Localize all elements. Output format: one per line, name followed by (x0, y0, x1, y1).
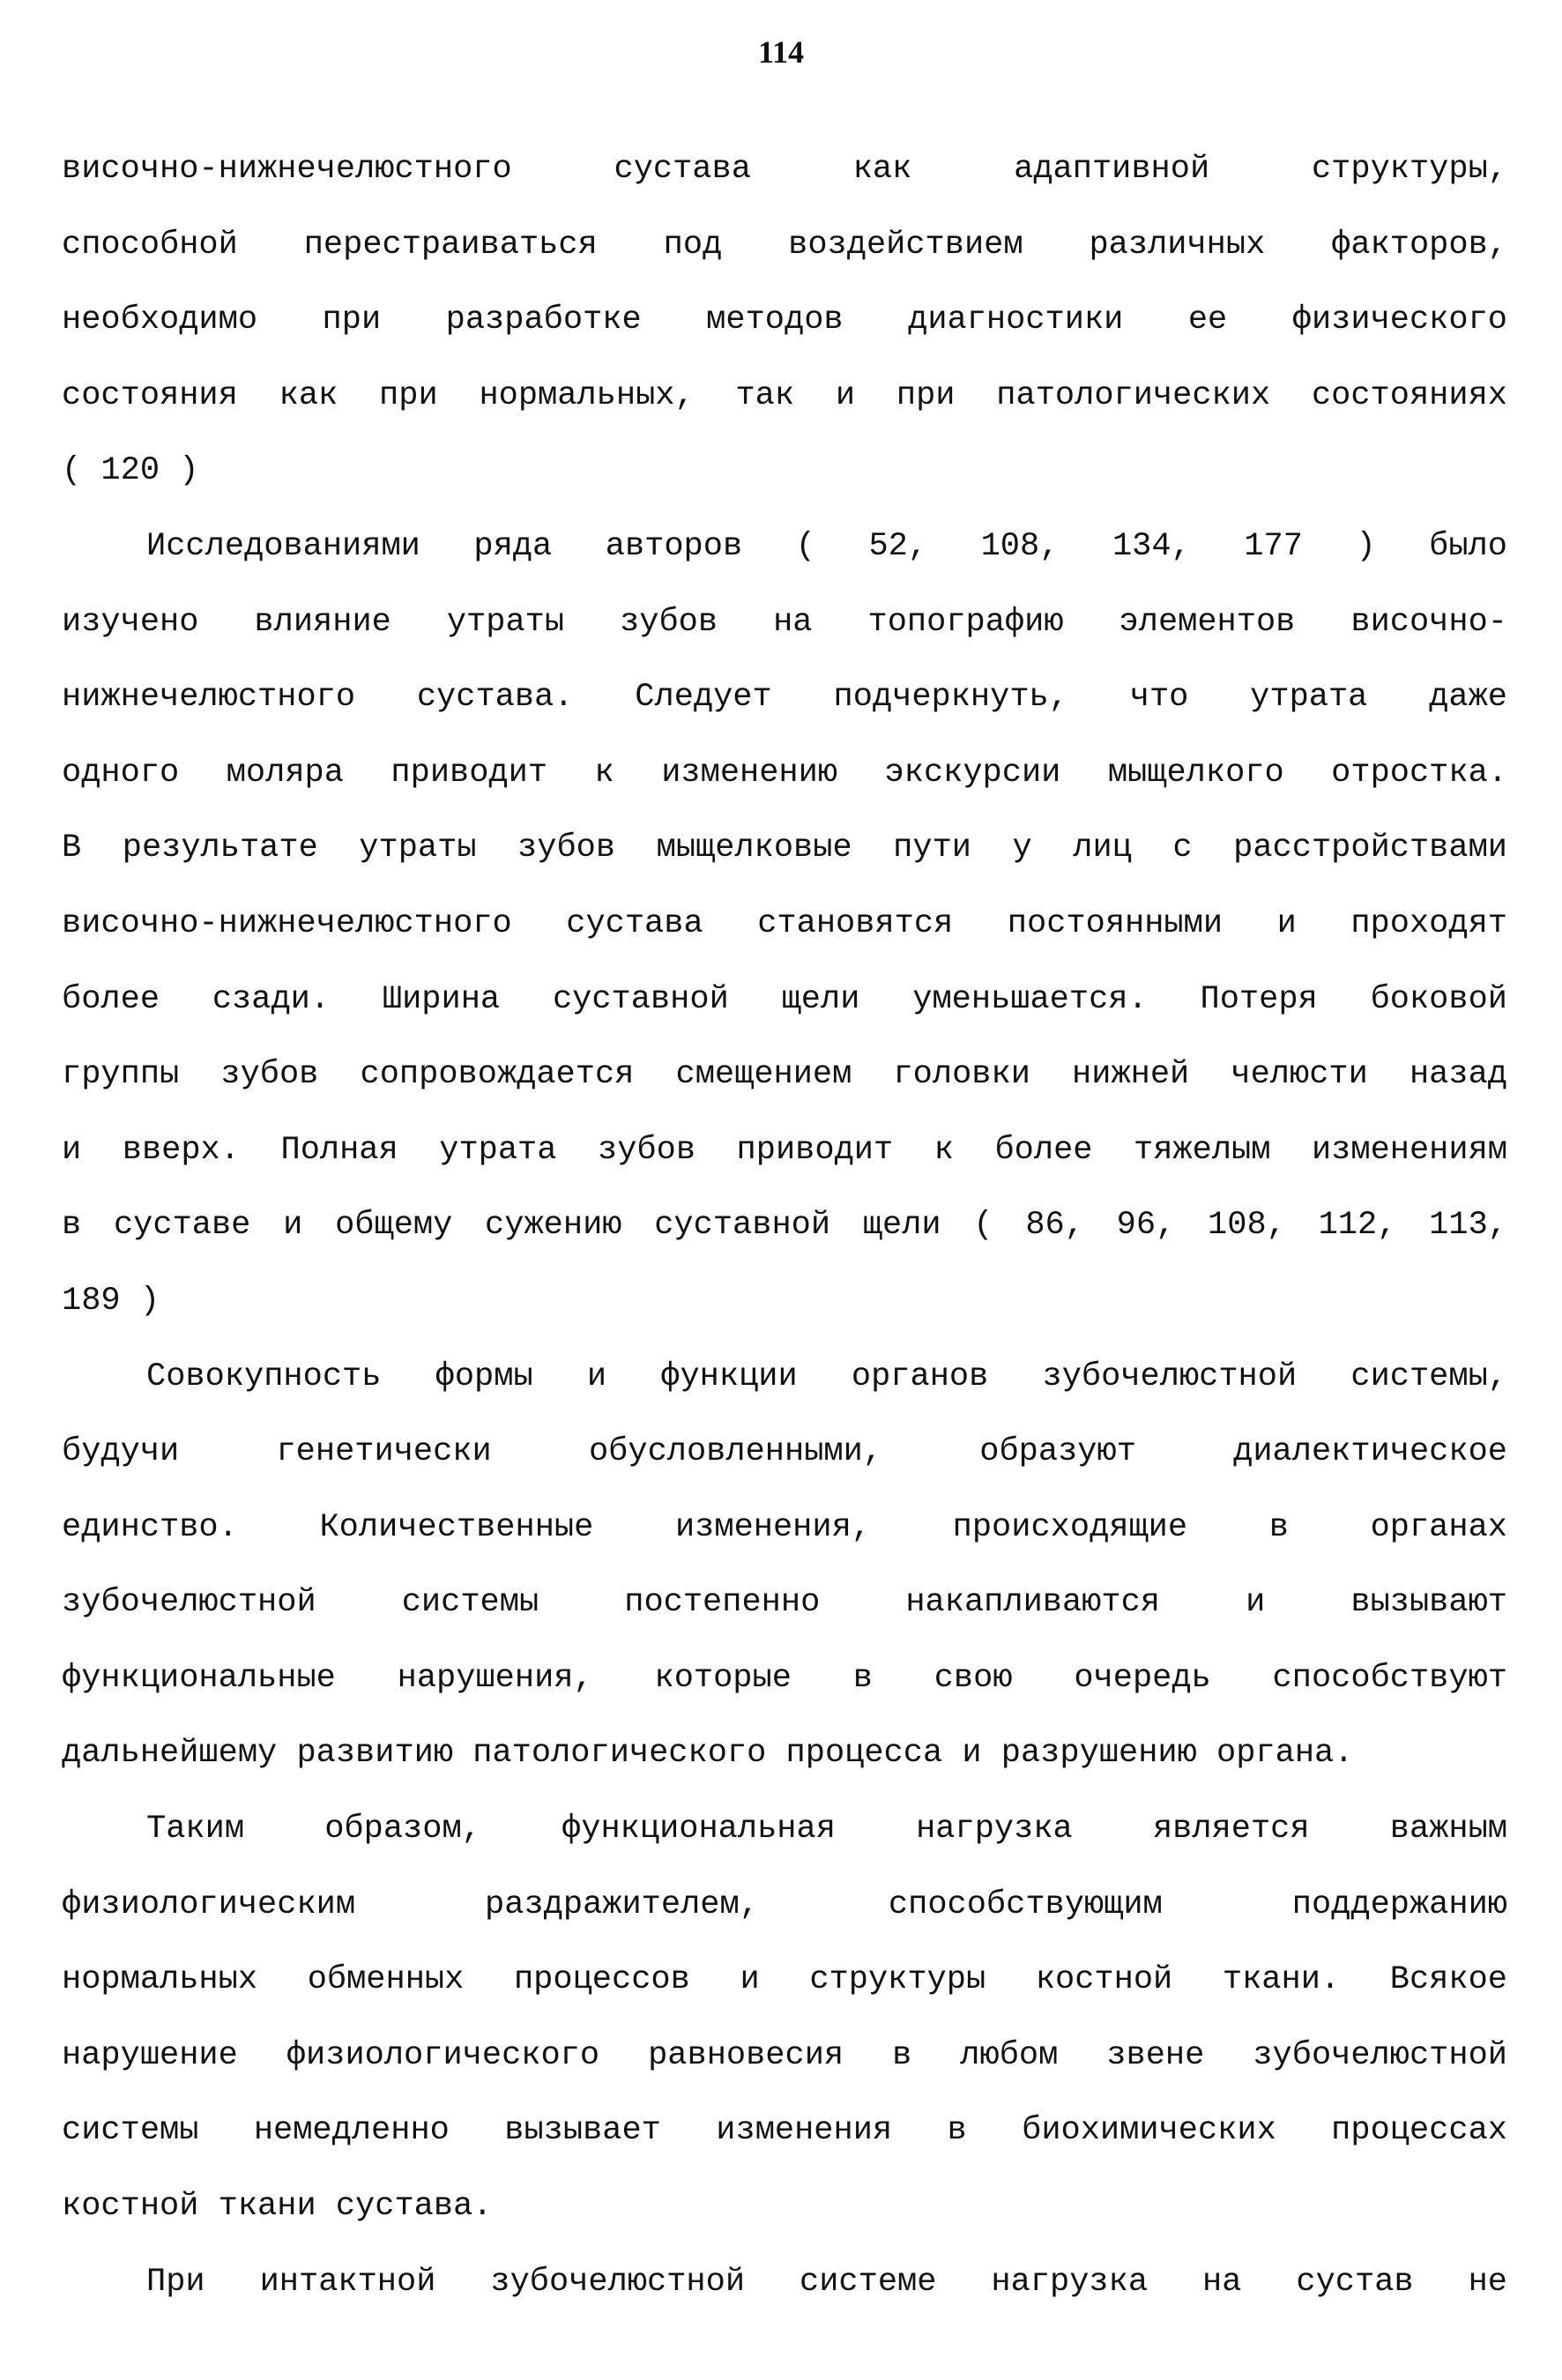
text-line: нормальных обменных процессов и структуры костной ткани. Всякое (62, 1961, 1507, 1999)
text-line: костной ткани сустава. (62, 2188, 493, 2226)
text-line: в суставе и общему сужению суставной щели ( 86, 96, 108, 112, 113, (62, 1207, 1507, 1245)
text-line: единство. Количественные изменения, происходящие в органах (62, 1508, 1507, 1546)
text-line: состояния как при нормальных, так и при патологических состояниях (62, 376, 1507, 414)
paragraph-first-line: Совокупность формы и функции органов зубочелюстной системы, (146, 1357, 1507, 1395)
text-line: изучено влияние утраты зубов на топографию элементов височно- (62, 603, 1507, 641)
text-line: необходимо при разработке методов диагностики ее физического (62, 301, 1507, 339)
text-line: более сзади. Ширина суставной щели уменьшается. Потеря боковой (62, 980, 1507, 1018)
text-line: нарушение физиологического равновесия в любом звене зубочелюстной (62, 2036, 1507, 2074)
text-line: системы немедленно вызывает изменения в биохимических процессах (62, 2112, 1507, 2150)
text-line: 189 ) (62, 1282, 160, 1320)
text-line: физиологическим раздражителем, способствующим поддержанию (62, 1885, 1507, 1923)
text-line: функциональные нарушения, которые в свою очередь способствуют (62, 1659, 1507, 1697)
paragraph-first-line: Таким образом, функциональная нагрузка является важным (146, 1811, 1507, 1848)
text-line: В результате утраты зубов мыщелковые пути у лиц с расстройствами (62, 829, 1507, 867)
text-line: одного моляра приводит к изменению экскурсии мыщелкого отростка. (62, 754, 1507, 792)
paragraph-first-line: При интактной зубочелюстной системе нагрузка на сустав не (146, 2263, 1507, 2301)
text-line: ( 120 ) (62, 452, 199, 490)
text-line: височно-нижнечелюстного сустава как адаптивной структуры, (62, 151, 1507, 188)
text-line: способной перестраиваться под воздействием различных факторов, (62, 226, 1507, 264)
body-text (62, 132, 1507, 2320)
text-line: и вверх. Полная утрата зубов приводит к более тяжелым изменениям (62, 1131, 1507, 1169)
text-line: будучи генетически обусловленными, образуют диалектическое (62, 1433, 1507, 1471)
text-line: группы зубов сопровождается смещением головки нижней челюсти назад (62, 1056, 1507, 1094)
page-number: 114 (757, 34, 804, 70)
text-line: зубочелюстной системы постепенно накапливаются и вызывают (62, 1584, 1507, 1622)
paragraph-first-line: Исследованиями ряда авторов ( 52, 108, 134, 177 ) было (146, 527, 1507, 565)
text-line: дальнейшему развитию патологического процесса и разрушению органа. (62, 1735, 1354, 1773)
text-line: нижнечелюстного сустава. Следует подчеркнуть, что утрата даже (62, 679, 1507, 717)
text-line: височно-нижнечелюстного сустава становятся постоянными и проходят (62, 904, 1507, 942)
